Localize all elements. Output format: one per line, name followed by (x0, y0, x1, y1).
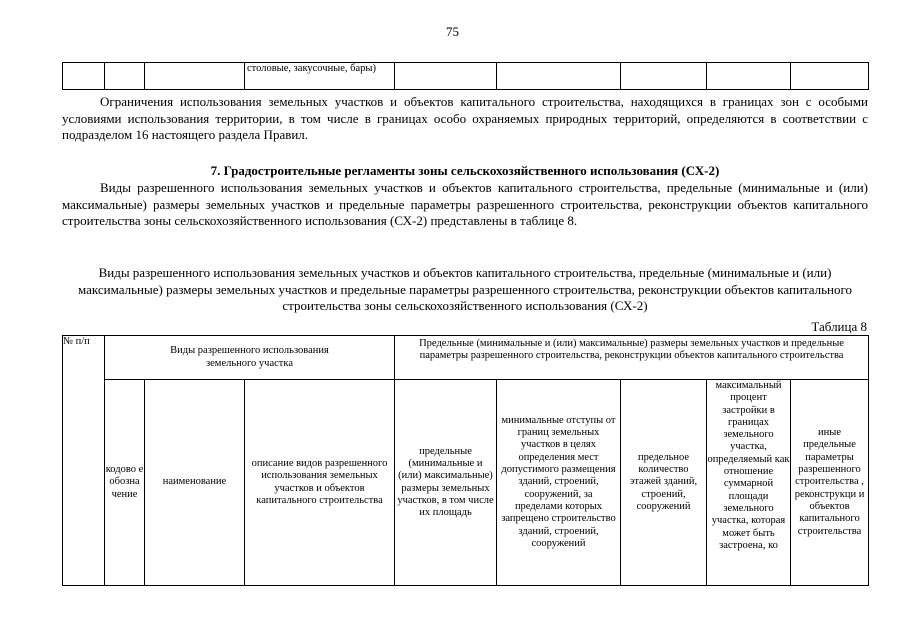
col-setbacks: минимальные отступы от границ земельных участков в целях определения мест допустимого размещения зданий, строений, сооружений, за пределами которых запрещено строительство зданий, строений, сооружений (497, 380, 621, 586)
table-cell (145, 63, 245, 90)
table-cell (63, 63, 105, 90)
header-limits: Предельные (минимальные и (или) максимальные) размеры земельных участков и предельные параметры разрешенного строительства, реконструкции объектов капитального строительства (395, 336, 869, 380)
col-floors: предельное количество этажей зданий, строений, сооружений (621, 380, 707, 586)
table-cell (791, 63, 869, 90)
col-coverage: максимальный процент застройки в границах земельного участка, определяемый как отношение суммарной площади земельного участка, которая может быть застроена, ко (707, 380, 791, 586)
table-cell (395, 63, 497, 90)
col-plot-size: предельные (минимальные и (или) максимальные) размеры земельных участков, в том числе их площадь (395, 380, 497, 586)
page-number: 75 (446, 24, 459, 39)
section-heading: 7. Градостроительные регламенты зоны сельскохозяйственного использования (СХ-2) (210, 163, 720, 178)
col-other: иные предельные параметры разрешенного строительства , реконструкци и объектов капитального строительства (791, 380, 869, 586)
table-cell (621, 63, 707, 90)
col-code: кодово е обозна чение (105, 380, 145, 586)
table-cell (105, 63, 145, 90)
table-header-row (63, 336, 869, 380)
table-cell (497, 63, 621, 90)
paragraph-intro: Виды разрешенного использования земельных участков и объектов капитального строительства, предельные (минимальные и (или) максимальные) размеры земельных участков и предельные параметры разрешенного строительства, реконструкции объектов капитального строительства зоны сельскохозяйственного использования (СХ-2) представлены в таблице 8. (62, 180, 868, 228)
table-cell: столовые, закусочные, бары) (245, 63, 395, 90)
paragraph-restrictions: Ограничения использования земельных участков и объектов капитального строительства, находящихся в границах зон с особыми условиями использования территории, в том числе в границах особо охраняемых природных территорий, определяются в соответствии с подразделом 16 настоящего раздела Правил. (62, 94, 868, 142)
table-row (63, 63, 869, 90)
col-name: наименование (145, 380, 245, 586)
continued-table-row (62, 62, 869, 90)
table-label: Таблица 8 (811, 319, 867, 334)
col-description: описание видов разрешенного использования земельных участков и объектов капитального строительства (245, 380, 395, 586)
header-num: № п/п (63, 336, 105, 586)
header-use-types: Виды разрешенного использования земельного участка (105, 336, 395, 380)
regulations-table (62, 335, 869, 586)
table-caption: Виды разрешенного использования земельных участков и объектов капитального строительства, предельные (минимальные и (или) максимальные) размеры земельных участков и предельные параметры разрешенного строительства, реконструкции объектов капитального строительства зоны сельскохозяйственного использования (СХ-2) (77, 265, 853, 313)
table-subheader-row (63, 380, 869, 586)
table-cell (707, 63, 791, 90)
